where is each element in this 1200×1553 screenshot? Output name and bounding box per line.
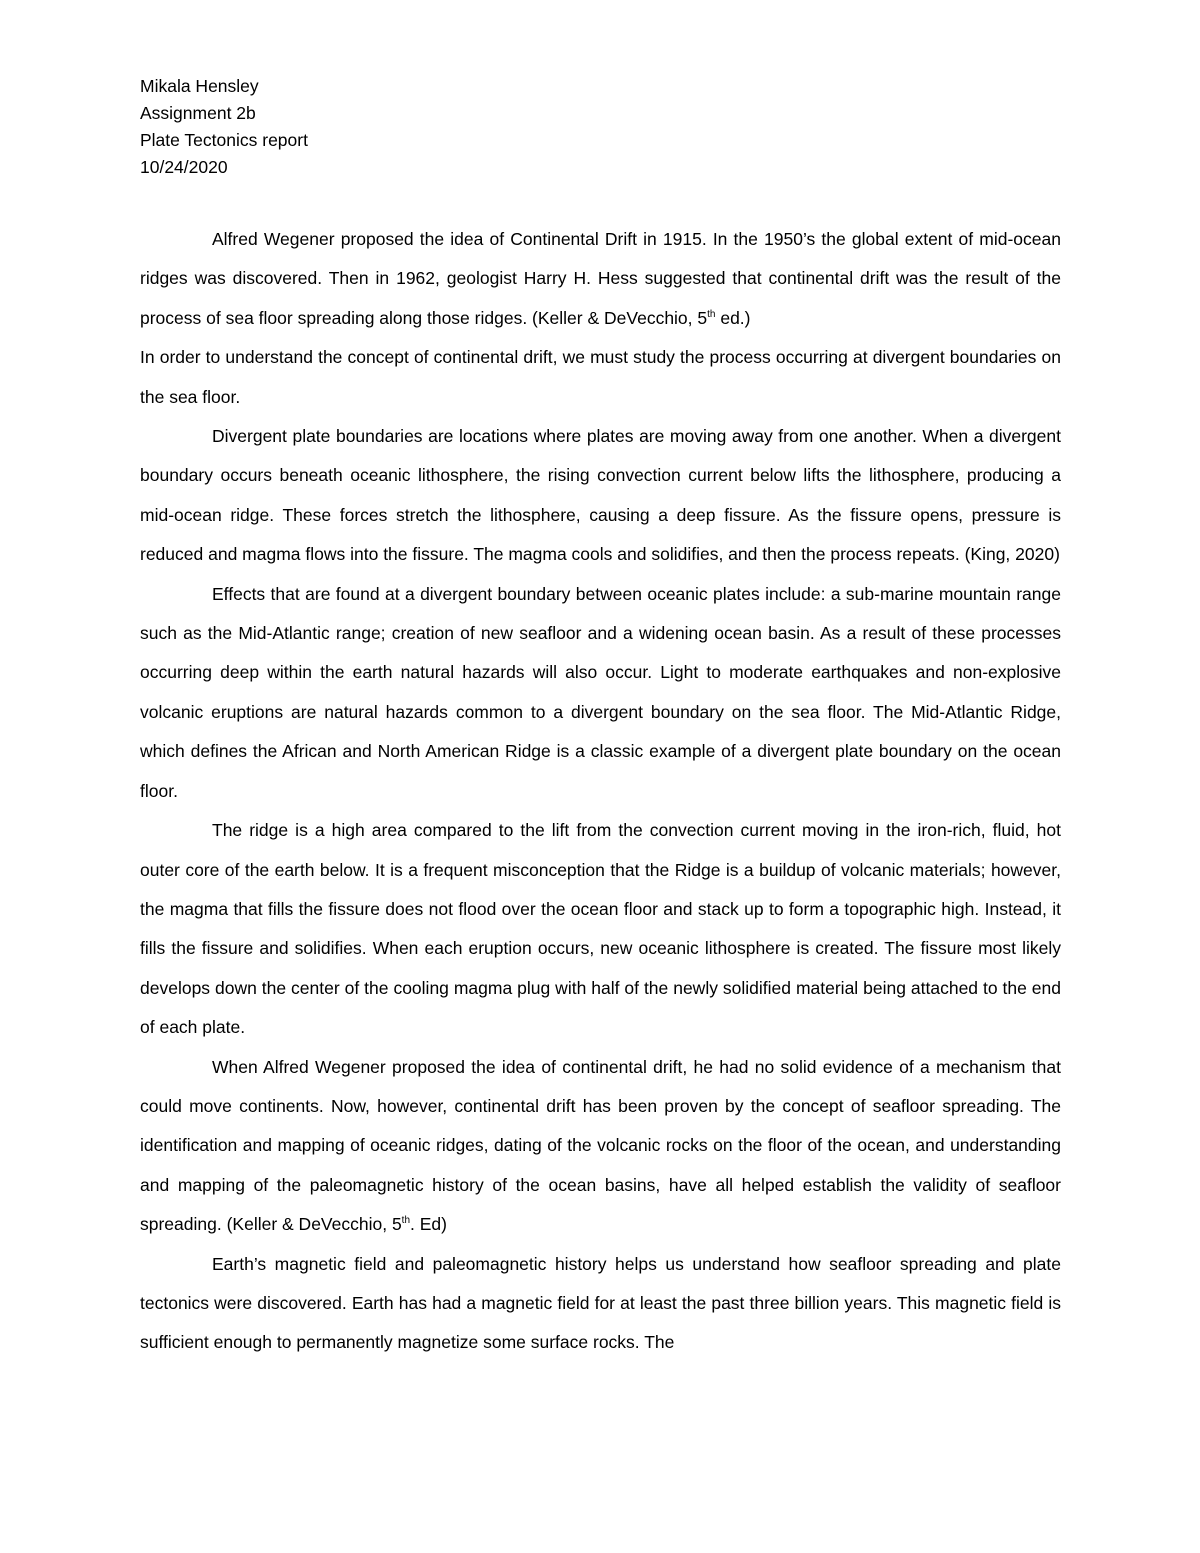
paragraph-6-end: . Ed) — [410, 1214, 447, 1235]
report-title: Plate Tectonics report — [140, 130, 308, 150]
paragraph-1-end: ed.) — [715, 307, 751, 328]
paragraph-5: The ridge is a high area compared to the lift from the convection current moving in the iron-rich, fluid, hot outer core of the earth below. It is a frequent misconception that the Ridge is a buildup of volcanic materials; however, the magma that fills the fissure does not flood over the ocean floor and stack up to form a topographic high. Instead, it fills the fissure and solidifies. When each eruption occurs, new oceanic lithosphere is created. The fissure most likely develops down the center of the cooling magma plug with half of the newly solidified material being attached to the end of each plate. — [140, 820, 1061, 1038]
paragraph-2: In order to understand the concept of continental drift, we must study the process occurring at divergent boundaries on the sea floor. — [140, 347, 1061, 407]
paragraph-4: Effects that are found at a divergent boundary between oceanic plates include: a sub-marine mountain range such as the Mid-Atlantic range; creation of new seafloor and a widening ocean basin. As a result of these processes occurring deep within the earth natural hazards will also occur. Light to moderate earthquakes and non-explosive volcanic eruptions are natural hazards common to a divergent boundary on the sea floor. The Mid-Atlantic Ridge, which defines the African and North American Ridge is a classic example of a divergent plate boundary on the ocean floor. — [140, 583, 1061, 801]
paragraph-1-text: Alfred Wegener proposed the idea of Continental Drift in 1915. In the 1950’s the global extent of mid-ocean ridges was discovered. Then in 1962, geologist Harry H. Hess suggested that continental drift was the result of the process of sea floor spreading along those ridges. (Keller & DeVecchio, 5 — [140, 229, 1061, 328]
paragraph-6-text: When Alfred Wegener proposed the idea of continental drift, he had no solid evidence of a mechanism that could move continents. Now, however, continental drift has been proven by the concept of seafloor spreading. The identification and mapping of oceanic ridges, dating of the volcanic rocks on the floor of the ocean, and understanding and mapping of the paleomagnetic history of the ocean basins, have all helped establish the validity of seafloor spreading. (Keller & DeVecchio, 5 — [140, 1056, 1061, 1235]
assignment-label: Assignment 2b — [140, 103, 256, 123]
paragraph-1-superscript: th — [707, 308, 716, 320]
document-header — [140, 73, 1060, 181]
document-body — [140, 220, 1061, 1363]
paragraph-1 — [140, 220, 1061, 338]
paragraph-3: Divergent plate boundaries are locations where plates are moving away from one another. When a divergent boundary occurs beneath oceanic lithosphere, the rising convection current below lifts the lithosphere, producing a mid-ocean ridge. These forces stretch the lithosphere, causing a deep fissure. As the fissure opens, pressure is reduced and magma flows into the fissure. The magma cools and solidifies, and then the process repeats. (King, 2020) — [140, 426, 1061, 565]
paragraph-6-superscript: th — [401, 1215, 411, 1227]
paragraph-7: Earth’s magnetic field and paleomagnetic history helps us understand how seafloor spreading and plate tectonics were discovered. Earth has had a magnetic field for at least the past three billion years. This magnetic field is sufficient enough to permanently magnetize some surface rocks. The — [140, 1253, 1061, 1353]
paragraph-6 — [140, 1048, 1061, 1245]
report-date: 10/24/2020 — [140, 157, 228, 177]
author-name: Mikala Hensley — [140, 76, 259, 96]
